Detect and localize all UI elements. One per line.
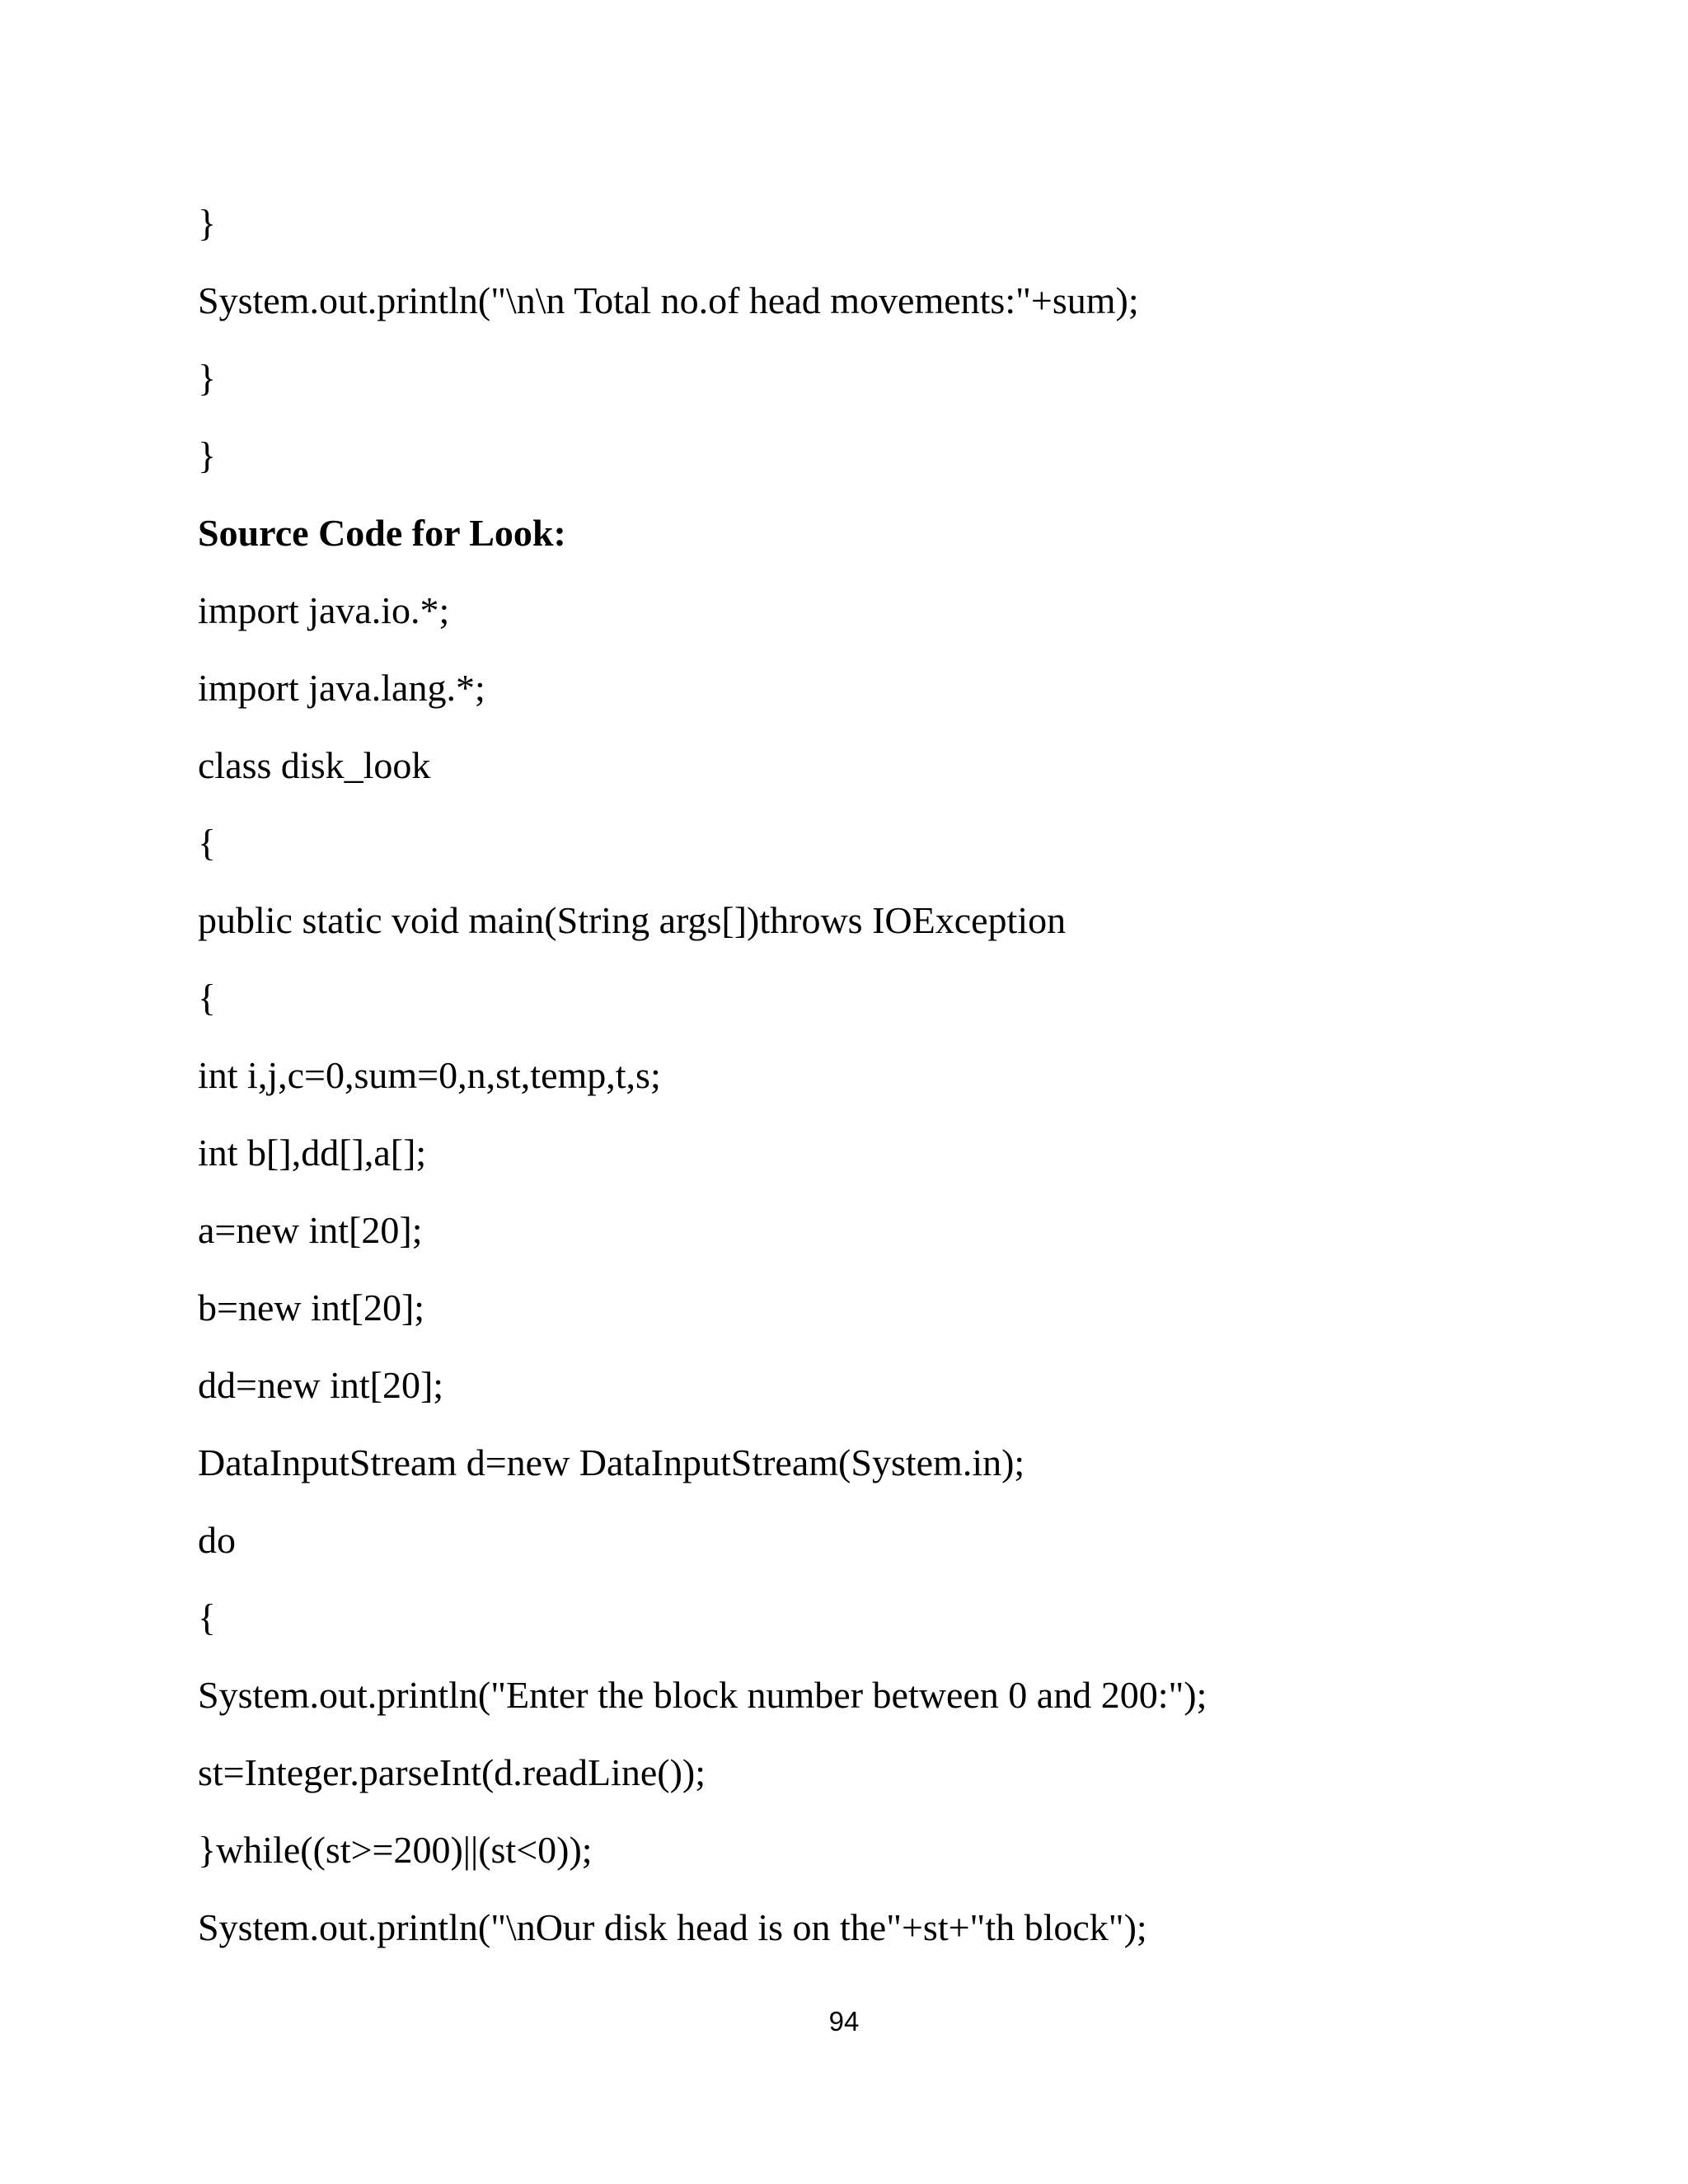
code-line: int i,j,c=0,sum=0,n,st,temp,t,s; (198, 1054, 661, 1096)
code-line: st=Integer.parseInt(d.readLine()); (198, 1751, 706, 1793)
code-line: } (198, 357, 217, 399)
code-line: DataInputStream d=new DataInputStream(System.in); (198, 1441, 1025, 1483)
code-line: b=new int[20]; (198, 1286, 425, 1329)
code-line: int b[],dd[],a[]; (198, 1132, 427, 1174)
code-line: public static void main(String args[])throws IOException (198, 899, 1067, 941)
code-line: a=new int[20]; (198, 1209, 423, 1251)
code-line: } (198, 434, 217, 476)
code-line: }while((st>=200)||(st<0)); (198, 1829, 593, 1871)
code-line: import java.io.*; (198, 589, 450, 631)
code-line: import java.lang.*; (198, 667, 485, 709)
code-line: dd=new int[20]; (198, 1364, 444, 1406)
code-line: System.out.println("\n\n Total no.of head movements:"+sum); (198, 279, 1139, 321)
code-line: } (198, 202, 217, 244)
code-line: System.out.println("\nOur disk head is on the"+st+"th block"); (198, 1906, 1147, 1948)
page-number: 94 (828, 2006, 860, 2036)
code-line: class disk_look (198, 744, 431, 786)
code-line: do (198, 1519, 236, 1561)
code-line: { (198, 822, 217, 864)
code-line: System.out.println("Enter the block number between 0 and 200:"); (198, 1674, 1207, 1716)
code-line: { (198, 1596, 217, 1638)
section-heading: Source Code for Look: (198, 512, 566, 554)
code-line: { (198, 977, 217, 1019)
